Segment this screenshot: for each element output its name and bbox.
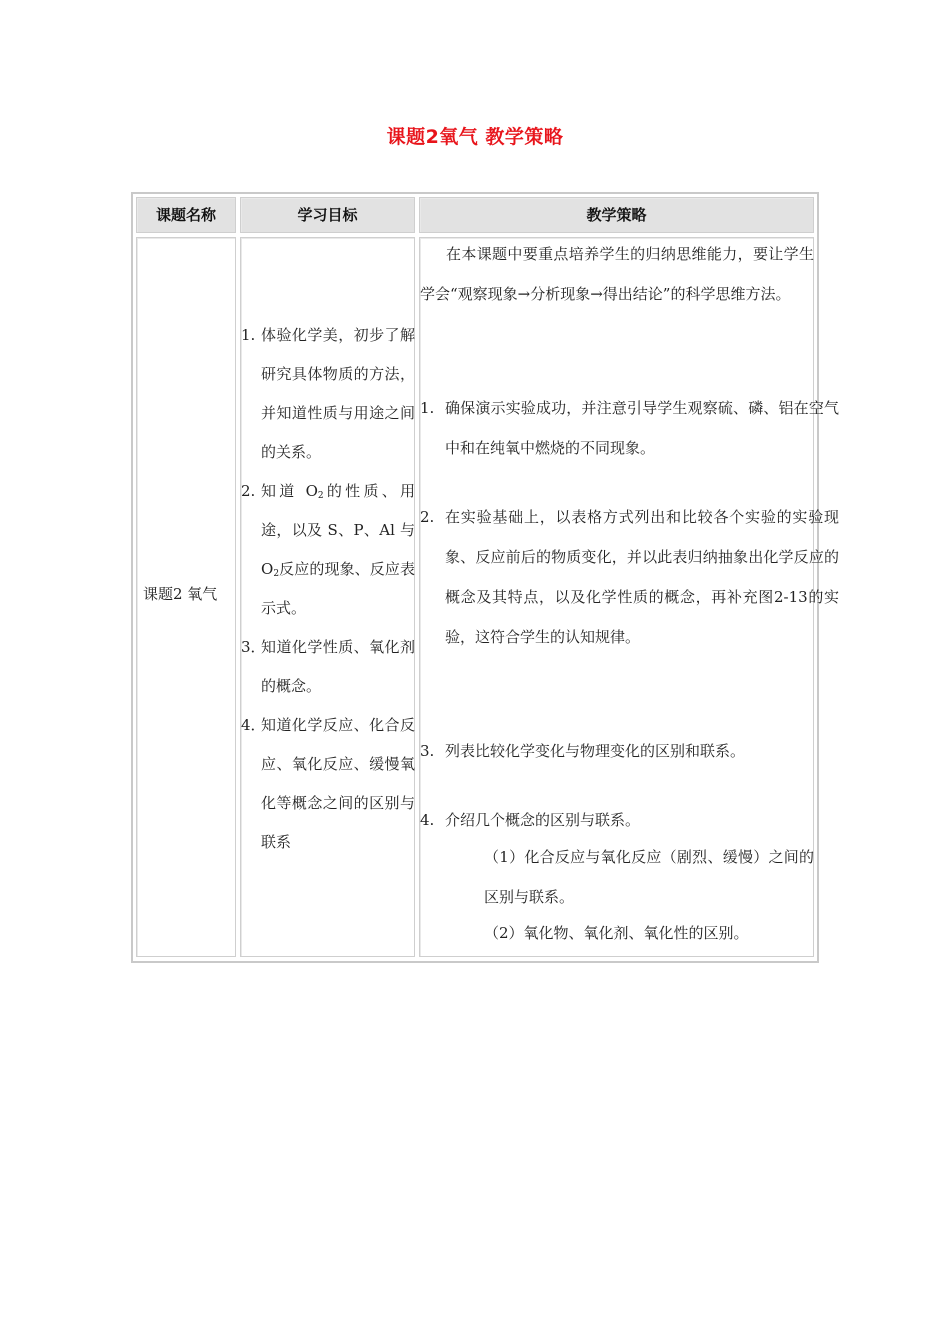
strategy-number: 1. [420, 399, 435, 417]
strategy-text: 确保演示实验成功，并注意引导学生观察硫、磷、铝在空气中和在纯氧中燃烧的不同现象。 [445, 399, 839, 457]
strategy-item [420, 497, 839, 657]
subscript: 2 [273, 569, 280, 579]
goal-text-part: 反应的现象、反应表示式。 [261, 560, 415, 617]
strategy-text: 介绍几个概念的区别与联系。 [445, 811, 641, 829]
strategy-item [420, 731, 839, 771]
header-teaching-strategy: 教学策略 [419, 197, 814, 233]
strategy-item [420, 388, 839, 468]
goal-number: 4． [241, 716, 266, 734]
goal-item [241, 316, 415, 472]
strategy-number: 3. [420, 742, 435, 760]
goal-text-part: 的性质、用途，以及 S、P、Al 与 O [261, 482, 415, 578]
header-learning-goals: 学习目标 [240, 197, 415, 233]
goal-item [241, 628, 415, 706]
strategy-text: 列表比较化学变化与物理变化的区别和联系。 [445, 742, 746, 760]
goal-text: 知道化学反应、化合反应、氧化反应、缓慢氧化等概念之间的区别与联系 [261, 716, 415, 851]
strategy-number: 4. [420, 811, 435, 829]
goals-list [241, 316, 415, 862]
goal-item [241, 472, 415, 628]
goal-text: 体验化学美，初步了解研究具体物质的方法，并知道性质与用途之间的关系。 [261, 326, 415, 461]
header-topic-name: 课题名称 [136, 197, 236, 233]
page-title: 课题2氧气 教学策略 [386, 126, 564, 148]
strategy-text: 在实验基础上，以表格方式列出和比较各个实验的实验现象、反应前后的物质变化，并以此表归纳抽象出化学反应的概念及其特点，以及化学性质的概念，再补充图2-13的实验，这符合学生的认知规律。 [445, 508, 839, 646]
strategy-item [420, 800, 839, 840]
strategy-number: 2. [420, 508, 435, 526]
goal-text: 知道化学性质、氧化剂的概念。 [261, 638, 415, 695]
strategy-intro: 在本课题中要重点培养学生的归纳思维能力，要让学生学会“观察现象→分析现象→得出结论”的科学思维方法。 [420, 245, 814, 303]
strategy-subitem: （1）化合反应与氧化反应（剧烈、缓慢）之间的区别与联系。 [484, 848, 814, 906]
goal-number: 3． [241, 638, 266, 656]
goal-text-part: 知道 O [261, 482, 318, 500]
topic-name: 课题2 氧气 [143, 585, 218, 603]
strategy-subitem: （2）氧化物、氧化剂、氧化性的区别。 [484, 924, 749, 942]
goal-number: 1. [241, 326, 256, 344]
subscript: 2 [317, 491, 324, 501]
goal-item [241, 706, 415, 862]
goal-number: 2. [241, 482, 256, 500]
